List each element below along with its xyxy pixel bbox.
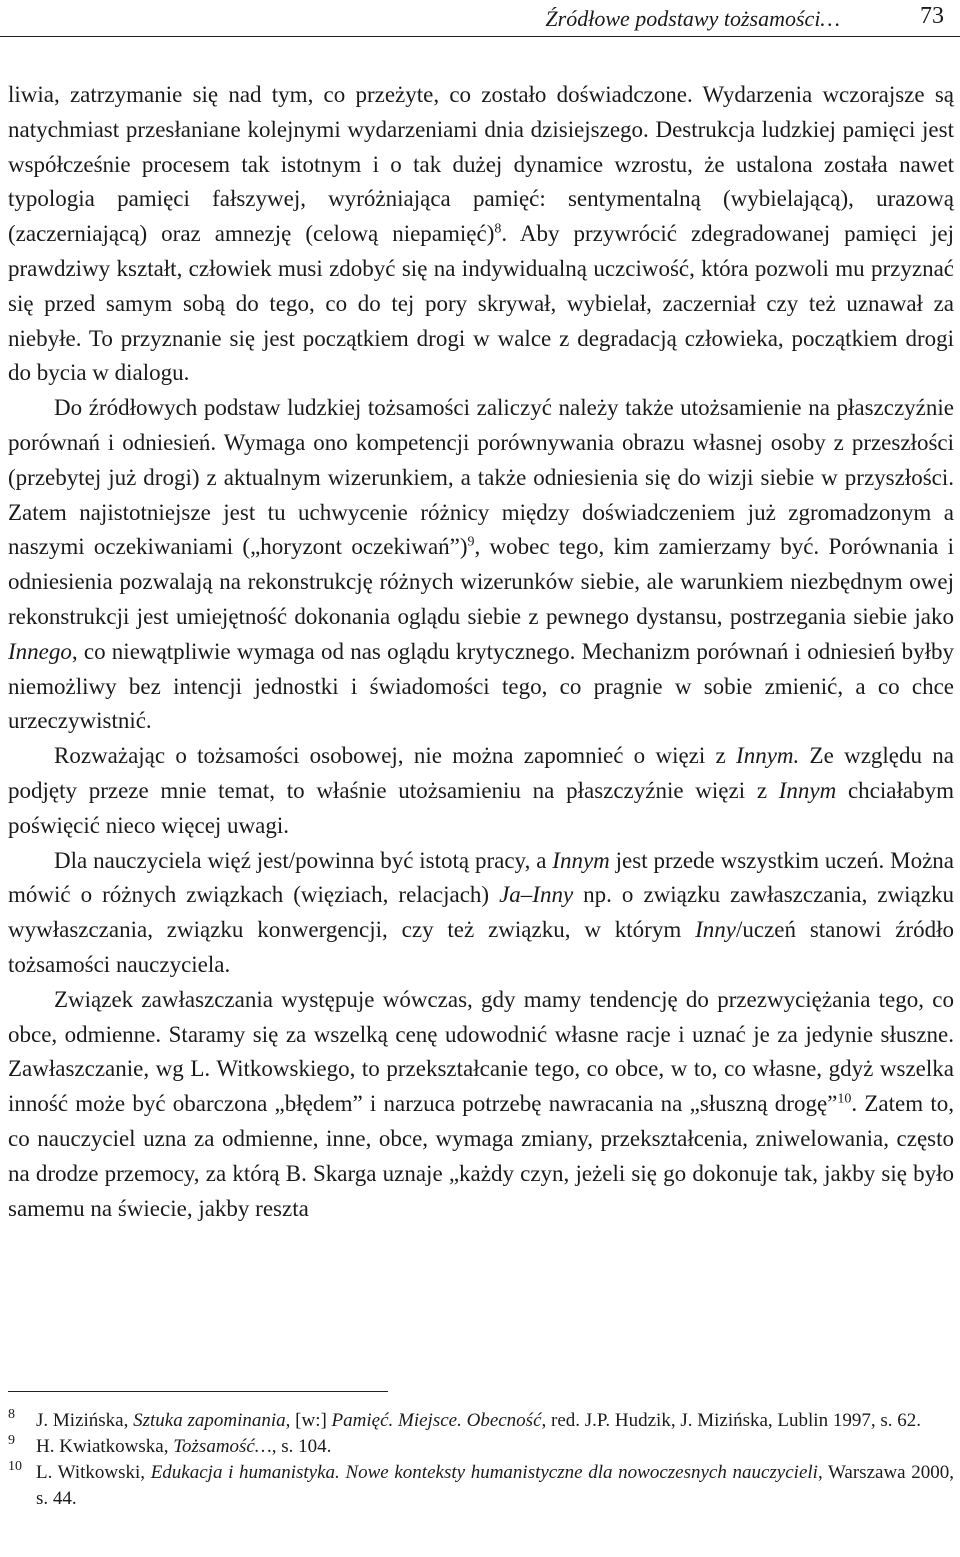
- footnote-ref-8: 8: [494, 221, 502, 237]
- footnote-9: 9 H. Kwiatkowska, Tożsamość…, s. 104.: [8, 1434, 954, 1460]
- footnotes: [8, 1408, 954, 1512]
- paragraph-4: Dla nauczyciela więź jest/powinna być istotą pracy, a Innym jest przede wszystkim uczeń. Można mówić o różnych związkach (więziach, relacjach) Ja–Inny np. o związku zawłaszczania, związku wywłaszczania, związku konwergencji, czy też związku, w którym Inny/uczeń stanowi źródło tożsamości nauczyciela.: [8, 847, 954, 977]
- body-text: [8, 78, 954, 1226]
- footnote-number: 9: [8, 1433, 15, 1448]
- running-title: Źródłowe podstawy tożsamości…: [545, 6, 840, 31]
- running-header: [0, 0, 960, 37]
- paragraph-1: liwia, zatrzymanie się nad tym, co przeżyte, co zostało doświadczone. Wydarzenia wczorajsze są natychmiast przesłaniane kolejnymi wydarzeniami dnia dzisiejszego. Destrukcja ludzkiej pamięci jest współcześnie procesem tak istotnym i o tak dużej dynamice wzrostu, że ustalona została nawet typologia pamięci fałszywej, wyróżniająca pamięć: sentymentalną (wybielającą), urazową (zaczerniającą) oraz amnezję (celową niepamięć)$^8$. Aby przywrócić zdegradowanej pamięci jej prawdziwy kształt, człowiek musi zdobyć się na indywidualną uczciwość, która pozwoli mu przyznać się przed samym sobą do tego, co do tej pory skrywał, wybielał, zaczerniał czy też uznawał za niebyłe. To przyznanie się jest początkiem drogi w walce z degradacją człowieka, początkiem drogi do bycia w dialogu.: [8, 82, 954, 386]
- footnote-number: 8: [8, 1407, 15, 1422]
- paragraph-5: Związek zawłaszczania występuje wówczas, gdy mamy tendencję do przezwyciężania tego, co obce, odmienne. Staramy się za wszelką cenę udowodnić własne racje i uznać je za jedynie słuszne. Zawłaszczanie, wg L. Witkowskiego, to przekształcanie tego, co obce, w to, co własne, gdyż wszelka inność może być obarczona „błędem” i narzuca potrzebę nawracania na „słuszną drogę”$^{10}$. Zatem to, co nauczyciel uzna za odmienne, inne, obce, wymaga zmiany, przekształcenia, zniwelowania, często na drodze przemocy, za którą B. Skarga uznaje „każdy czyn, jeżeli się go dokonuje tak, jakby się było samemu na świecie, jakby reszta: [8, 986, 954, 1221]
- footnote-separator: [8, 1391, 388, 1392]
- footnote-ref-9: 9: [467, 534, 475, 550]
- footnote-10: 10 L. Witkowski, Edukacja i humanistyka. Nowe konteksty humanistyczne dla nowoczesnych nauczycieli, Warszawa 2000, s. 44.: [8, 1460, 954, 1512]
- footnote-ref-10: 10: [837, 1091, 852, 1107]
- paragraph-2: Do źródłowych podstaw ludzkiej tożsamości zaliczyć należy także utożsamienie na płaszczyźnie porównań i odniesień. Wymaga ono kompetencji porównywania obrazu własnej osoby z przeszłości (przebytej już drogi) z aktualnym wizerunkiem, a także odniesienia się do wizji siebie w przyszłości. Zatem najistotniejsze jest tu uchwycenie różnicy między doświadczeniem już zgromadzonym a naszymi oczekiwaniami („horyzont oczekiwań”)$^9$, wobec tego, kim zamierzamy być. Porównania i odniesienia pozwalają na rekonstrukcję różnych wizerunków siebie, ale warunkiem niezbędnym owej rekonstrukcji jest umiejętność dokonania oglądu siebie z pewnego dystansu, postrzegania siebie jako Innego, co niewątpliwie wymaga od nas oglądu krytycznego. Mechanizm porównań i odniesień byłby niemożliwy bez intencji jednostki i świadomości tego, co pragnie w sobie zmienić, a co chce urzeczywistnić.: [8, 395, 954, 734]
- footnote-8: 8 J. Mizińska, Sztuka zapominania, [w:] Pamięć. Miejsce. Obecność, red. J.P. Hudzik, J. Mizińska, Lublin 1997, s. 62.: [8, 1408, 954, 1434]
- page-number: 73: [920, 3, 944, 29]
- paragraph-3: Rozważając o tożsamości osobowej, nie można zapomnieć o więzi z Innym. Ze względu na podjęty przeze mnie temat, to właśnie utożsamieniu na płaszczyźnie więzi z Innym chciałabym poświęcić nieco więcej uwagi.: [8, 743, 955, 838]
- footnote-number: 10: [8, 1459, 22, 1474]
